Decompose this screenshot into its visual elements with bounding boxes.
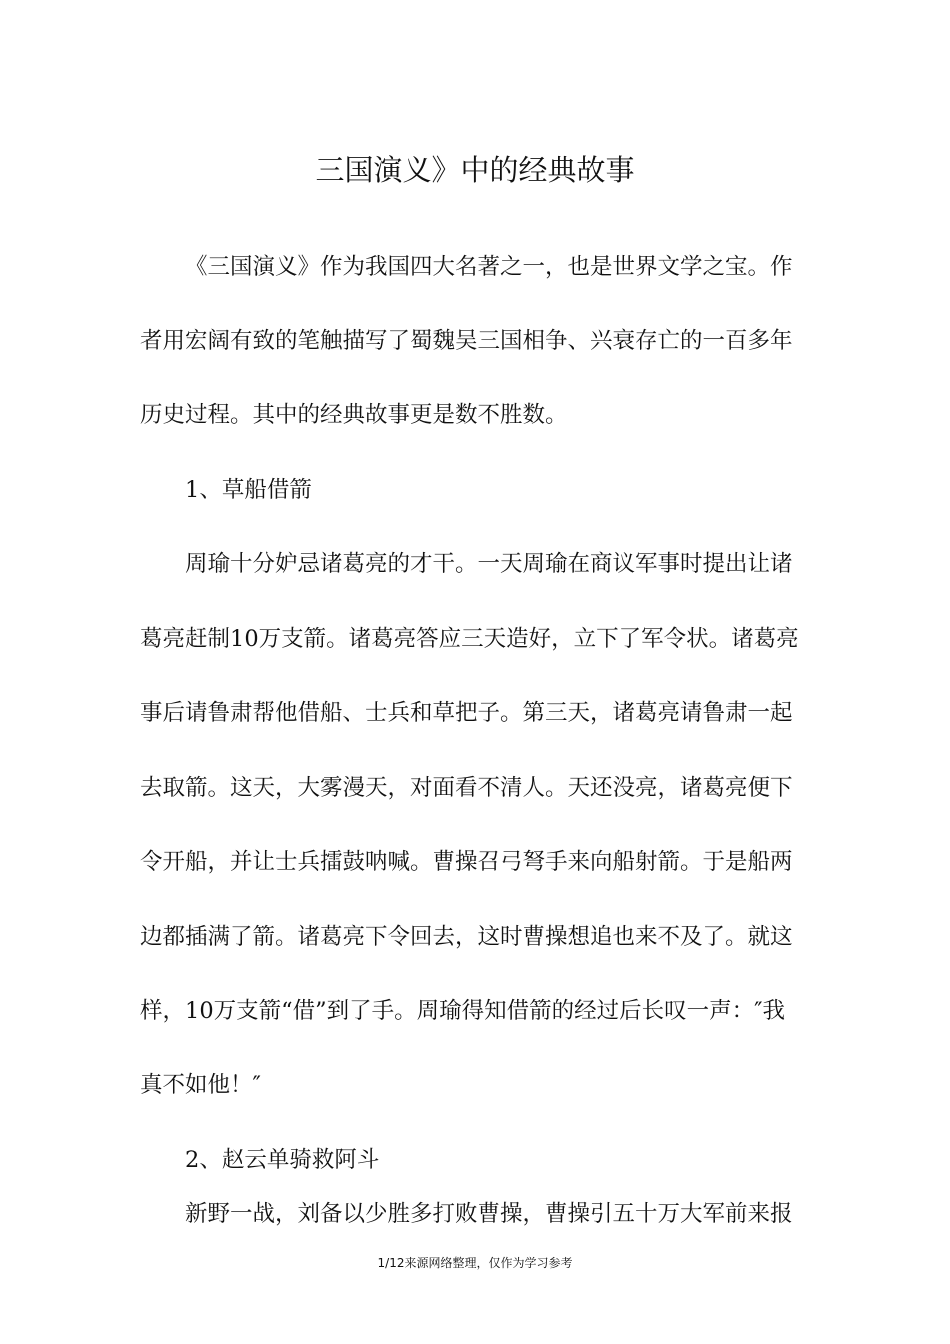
paragraph-line-5: 葛亮赶制10万支箭。诸葛亮答应三天造好，立下了军令状。诸葛亮	[140, 626, 799, 652]
paragraph-line-10: 样，10万支箭“借”到了手。周瑜得知借箭的经过后长叹一声：″我	[140, 998, 786, 1024]
paragraph-line-8: 令开船，并让士兵擂鼓呐喊。曹操召弓弩手来向船射箭。于是船两	[140, 849, 793, 875]
paragraph-line-2: 者用宏阔有致的笔触描写了蜀魏吴三国相争、兴衰存亡的一百多年	[140, 328, 793, 354]
paragraph-line-12: 新野一战，刘备以少胜多打败曹操，曹操引五十万大军前来报	[185, 1201, 793, 1227]
section-heading-1: 1、草船借箭	[185, 477, 312, 503]
document-title: 三国演义》中的经典故事	[315, 153, 635, 187]
paragraph-line-7: 去取箭。这天，大雾漫天，对面看不清人。天还没亮，诸葛亮便下	[140, 775, 793, 801]
paragraph-line-6: 事后请鲁肃帮他借船、士兵和草把子。第三天，诸葛亮请鲁肃一起	[140, 700, 793, 726]
paragraph-line-4: 周瑜十分妒忌诸葛亮的才干。一天周瑜在商议军事时提出让诸	[185, 551, 793, 577]
page-footer: 1/12来源网络整理，仅作为学习参考	[377, 1256, 573, 1270]
paragraph-line-9: 边都插满了箭。诸葛亮下令回去，这时曹操想追也来不及了。就这	[140, 924, 793, 950]
paragraph-line-11: 真不如他！″	[140, 1072, 261, 1098]
paragraph-line-1: 《三国演义》作为我国四大名著之一，也是世界文学之宝。作	[185, 254, 793, 280]
section-heading-2: 2、赵云单骑救阿斗	[185, 1147, 380, 1173]
paragraph-line-3: 历史过程。其中的经典故事更是数不胜数。	[140, 402, 568, 428]
